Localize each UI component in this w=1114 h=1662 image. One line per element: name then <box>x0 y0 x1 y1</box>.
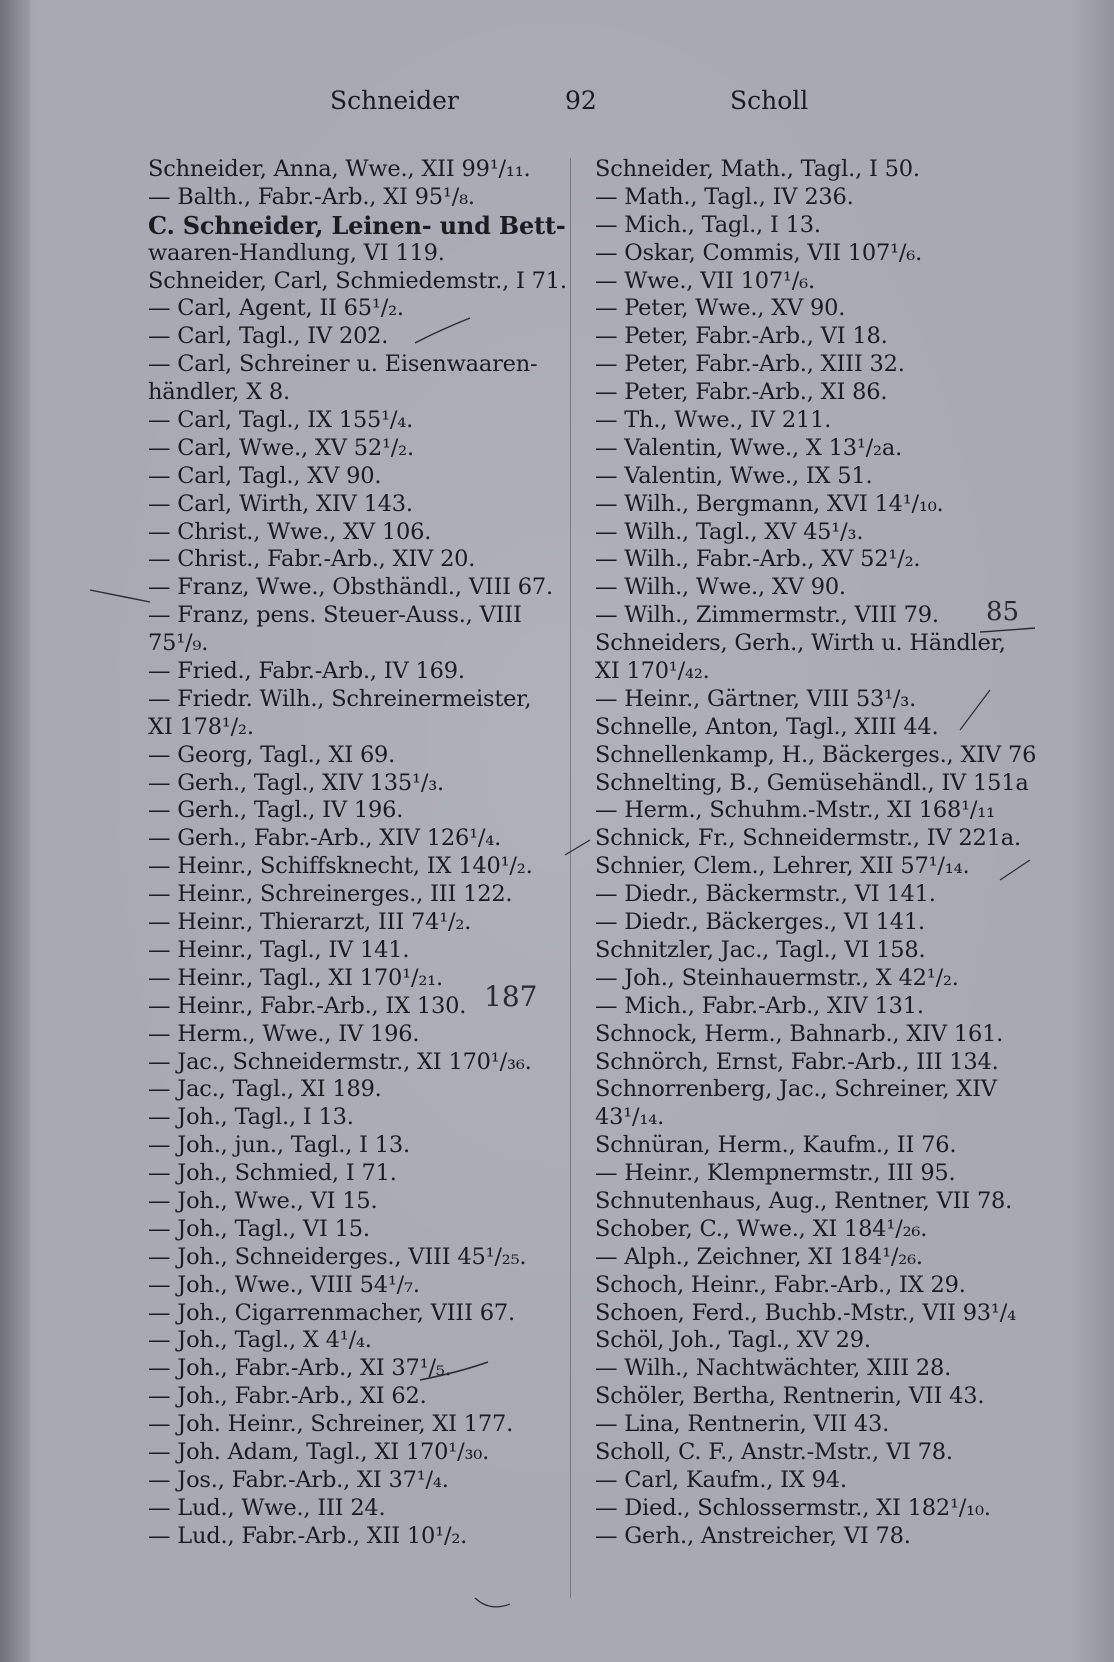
directory-entry-line: — Fried., Fabr.-Arb., IV 169. <box>148 658 465 685</box>
directory-entry-line: — Heinr., Tagl., XI 170¹/₂₁. <box>148 964 443 991</box>
directory-entry-line: — Wilh., Tagl., XV 45¹/₃. <box>595 518 864 545</box>
directory-entry-line: — Wilh., Bergmann, XVI 14¹/₁₀. <box>595 490 944 517</box>
pencil-stroke <box>415 318 470 343</box>
directory-entry-line: — Jos., Fabr.-Arb., XI 37¹/₄. <box>148 1466 449 1493</box>
directory-entry-line: — Carl, Tagl., IX 155¹/₄. <box>148 407 414 434</box>
directory-entry-line: Schnellenkamp, H., Bäckerges., XIV 76 <box>595 741 1037 768</box>
directory-entry-line: — Mich., Tagl., I 13. <box>595 211 821 238</box>
directory-entry-line: — Carl, Kaufm., IX 94. <box>595 1466 847 1493</box>
directory-entry-line: — Diedr., Bäckerges., VI 141. <box>595 909 925 936</box>
directory-entry-line: Schneider, Anna, Wwe., XII 99¹/₁₁. <box>148 156 531 182</box>
directory-entry-line: — Diedr., Bäckermstr., VI 141. <box>595 881 936 908</box>
directory-entry-line: Schnelting, B., Gemüsehändl., IV 151a <box>595 769 1029 796</box>
directory-entry-line: Schnelle, Anton, Tagl., XIII 44. <box>595 713 939 740</box>
directory-entry-line: 43¹/₁₄. <box>595 1104 665 1131</box>
directory-entry-line: — Valentin, Wwe., X 13¹/₂a. <box>595 434 903 461</box>
directory-entry-line: — Oskar, Commis, VII 107¹/₆. <box>595 239 923 266</box>
directory-entry-line: — Joh., Steinhauermstr., X 42¹/₂. <box>595 964 959 991</box>
directory-entry-line: — Wilh., Fabr.-Arb., XV 52¹/₂. <box>595 546 921 573</box>
directory-entry-line: Schneiders, Gerh., Wirth u. Händler, <box>595 630 1006 657</box>
directory-entry-line: Schober, C., Wwe., XI 184¹/₂₆. <box>595 1215 928 1242</box>
directory-entry-line: — Franz, Wwe., Obsthändl., VIII 67. <box>148 574 553 601</box>
directory-entry-line: Schnier, Clem., Lehrer, XII 57¹/₁₄. <box>595 853 970 880</box>
directory-entry-line: Schöl, Joh., Tagl., XV 29. <box>595 1327 871 1354</box>
directory-entry-line: — Gerh., Tagl., IV 196. <box>148 797 404 824</box>
directory-entry-line: Schnock, Herm., Bahnarb., XIV 161. <box>595 1020 1004 1047</box>
directory-entry-line: — Valentin, Wwe., IX 51. <box>595 462 873 489</box>
directory-entry-line: — Christ., Fabr.-Arb., XIV 20. <box>148 546 476 573</box>
directory-entry-line: — Wwe., VII 107¹/₆. <box>595 267 815 294</box>
directory-entry-line: — Joh., Tagl., VI 15. <box>148 1215 370 1242</box>
directory-entry-line: händler, X 8. <box>148 379 290 406</box>
directory-entry-line: Schnörch, Ernst, Fabr.-Arb., III 134. <box>595 1048 999 1075</box>
directory-entry-line: — Heinr., Tagl., IV 141. <box>148 936 410 963</box>
directory-entry-line: — Gerh., Anstreicher, VI 78. <box>595 1522 911 1549</box>
directory-entry-line: — Joh., Fabr.-Arb., XI 62. <box>148 1383 427 1410</box>
directory-entry-line: — Joh., Wwe., VI 15. <box>148 1187 378 1214</box>
directory-entry-line: waaren-Handlung, VI 119. <box>148 239 445 266</box>
directory-entry-line: — Carl, Tagl., XV 90. <box>148 462 382 489</box>
pencil-stroke <box>960 690 990 730</box>
directory-entry-line: — Christ., Wwe., XV 106. <box>148 518 432 545</box>
directory-entry-line: — Mich., Fabr.-Arb., XIV 131. <box>595 992 924 1019</box>
directory-entry-line: Schnorrenberg, Jac., Schreiner, XIV <box>595 1076 997 1103</box>
directory-entry-line: — Balth., Fabr.-Arb., XI 95¹/₈. <box>148 183 475 210</box>
directory-entry-line: — Carl, Agent, II 65¹/₂. <box>148 295 404 322</box>
directory-entry-line: Schnick, Fr., Schneidermstr., IV 221a. <box>595 825 1021 852</box>
directory-entry-line: — Franz, pens. Steuer-Auss., VIII <box>148 602 522 629</box>
directory-entry-line: — Lina, Rentnerin, VII 43. <box>595 1411 890 1438</box>
directory-entry-line: — Peter, Fabr.-Arb., XIII 32. <box>595 351 905 378</box>
directory-entry-line: — Wilh., Wwe., XV 90. <box>595 574 846 601</box>
pencil-stroke <box>1000 860 1030 880</box>
directory-entry-line: — Jac., Tagl., XI 189. <box>148 1076 382 1103</box>
directory-entry-line: — Peter, Wwe., XV 90. <box>595 295 846 322</box>
directory-entry-line: — Math., Tagl., IV 236. <box>595 183 854 210</box>
directory-entry-line: — Heinr., Schiffsknecht, IX 140¹/₂. <box>148 853 533 880</box>
page-number: 92 <box>565 86 597 115</box>
directory-entry-line: — Wilh., Nachtwächter, XIII 28. <box>595 1355 952 1382</box>
directory-entry-line: — Peter, Fabr.-Arb., XI 86. <box>595 379 888 406</box>
pencil-stroke <box>420 1362 488 1380</box>
directory-entry-line: — Joh., Tagl., X 4¹/₄. <box>148 1327 372 1354</box>
directory-entry-line: — Joh. Heinr., Schreiner, XI 177. <box>148 1411 514 1438</box>
directory-entry-line: — Joh., Fabr.-Arb., XI 37¹/₅. <box>148 1355 452 1382</box>
directory-entry-line: Schnitzler, Jac., Tagl., VI 158. <box>595 936 926 963</box>
directory-entry-line: — Th., Wwe., IV 211. <box>595 407 832 434</box>
directory-entry-line: — Alph., Zeichner, XI 184¹/₂₆. <box>595 1243 923 1270</box>
directory-entry-line: — Joh., Schmied, I 71. <box>148 1160 397 1187</box>
directory-entry-line: — Joh., jun., Tagl., I 13. <box>148 1132 410 1159</box>
directory-entry-line: Schneider, Math., Tagl., I 50. <box>595 156 920 182</box>
directory-entry-line: — Carl, Tagl., IV 202. <box>148 323 389 350</box>
directory-entry-line: — Georg, Tagl., XI 69. <box>148 741 396 768</box>
directory-entry-line: — Friedr. Wilh., Schreinermeister, <box>148 685 532 712</box>
directory-entry-line: — Heinr., Thierarzt, III 74¹/₂. <box>148 909 472 936</box>
directory-entry-line: Schneider, Carl, Schmiedemstr., I 71. <box>148 267 567 294</box>
pencil-stroke <box>475 1598 510 1607</box>
directory-entry-line: — Herm., Wwe., IV 196. <box>148 1020 420 1047</box>
header-right-keyword: Scholl <box>730 86 809 115</box>
directory-entry-line: — Heinr., Schreinerges., III 122. <box>148 881 513 908</box>
handwritten-note-right: 85 <box>986 597 1020 627</box>
directory-entry-line: — Heinr., Klempnermstr., III 95. <box>595 1160 956 1187</box>
directory-entry-line: XI 178¹/₂. <box>148 713 254 740</box>
directory-entry-line: — Heinr., Gärtner, VIII 53¹/₃. <box>595 685 917 712</box>
directory-entry-line: — Peter, Fabr.-Arb., VI 18. <box>595 323 888 350</box>
directory-entry-line: Schoch, Heinr., Fabr.-Arb., IX 29. <box>595 1271 966 1298</box>
directory-entry-line: Schnutenhaus, Aug., Rentner, VII 78. <box>595 1187 1013 1214</box>
directory-entry-line: — Joh., Tagl., I 13. <box>148 1104 354 1131</box>
directory-entry-line: — Lud., Wwe., III 24. <box>148 1494 386 1521</box>
directory-entry-line: — Jac., Schneidermstr., XI 170¹/₃₆. <box>148 1048 532 1075</box>
directory-entry-line: — Joh., Wwe., VIII 54¹/₇. <box>148 1271 420 1298</box>
directory-entry-line: Schoen, Ferd., Buchb.-Mstr., VII 93¹/₄ <box>595 1299 1016 1326</box>
directory-entry-line: — Wilh., Zimmermstr., VIII 79. <box>595 602 939 629</box>
pencil-stroke <box>90 590 150 602</box>
directory-entry-line: Scholl, C. F., Anstr.-Mstr., VI 78. <box>595 1438 953 1465</box>
directory-entry-line: — Carl, Wwe., XV 52¹/₂. <box>148 434 414 461</box>
directory-entry-line: — Heinr., Fabr.-Arb., IX 130. <box>148 992 467 1019</box>
pencil-stroke <box>565 840 590 855</box>
directory-entry-line: — Joh., Cigarrenmacher, VIII 67. <box>148 1299 515 1326</box>
directory-entry-line: — Gerh., Tagl., XIV 135¹/₃. <box>148 769 444 796</box>
directory-entry-line: — Joh. Adam, Tagl., XI 170¹/₃₀. <box>148 1438 490 1465</box>
directory-entry-line: — Carl, Wirth, XIV 143. <box>148 490 413 517</box>
directory-entry-line: C. Schneider, Leinen- und Bett- <box>148 210 566 240</box>
directory-entry-line: Schnüran, Herm., Kaufm., II 76. <box>595 1132 957 1159</box>
handwritten-note-left: 187 <box>484 980 538 1013</box>
pencil-stroke <box>980 628 1035 632</box>
directory-entry-line: — Lud., Fabr.-Arb., XII 10¹/₂. <box>148 1522 468 1549</box>
directory-entry-line: — Carl, Schreiner u. Eisenwaaren- <box>148 351 538 378</box>
directory-entry-line: Schöler, Bertha, Rentnerin, VII 43. <box>595 1383 985 1410</box>
directory-entry-line: — Joh., Schneiderges., VIII 45¹/₂₅. <box>148 1243 527 1270</box>
directory-entry-line: XI 170¹/₄₂. <box>595 658 710 685</box>
directory-entry-line: — Herm., Schuhm.-Mstr., XI 168¹/₁₁ <box>595 797 995 824</box>
directory-entry-line: — Died., Schlossermstr., XI 182¹/₁₀. <box>595 1494 991 1521</box>
directory-entry-line: — Gerh., Fabr.-Arb., XIV 126¹/₄. <box>148 825 502 852</box>
header-left-keyword: Schneider <box>330 86 459 115</box>
directory-entry-line: 75¹/₉. <box>148 630 209 657</box>
